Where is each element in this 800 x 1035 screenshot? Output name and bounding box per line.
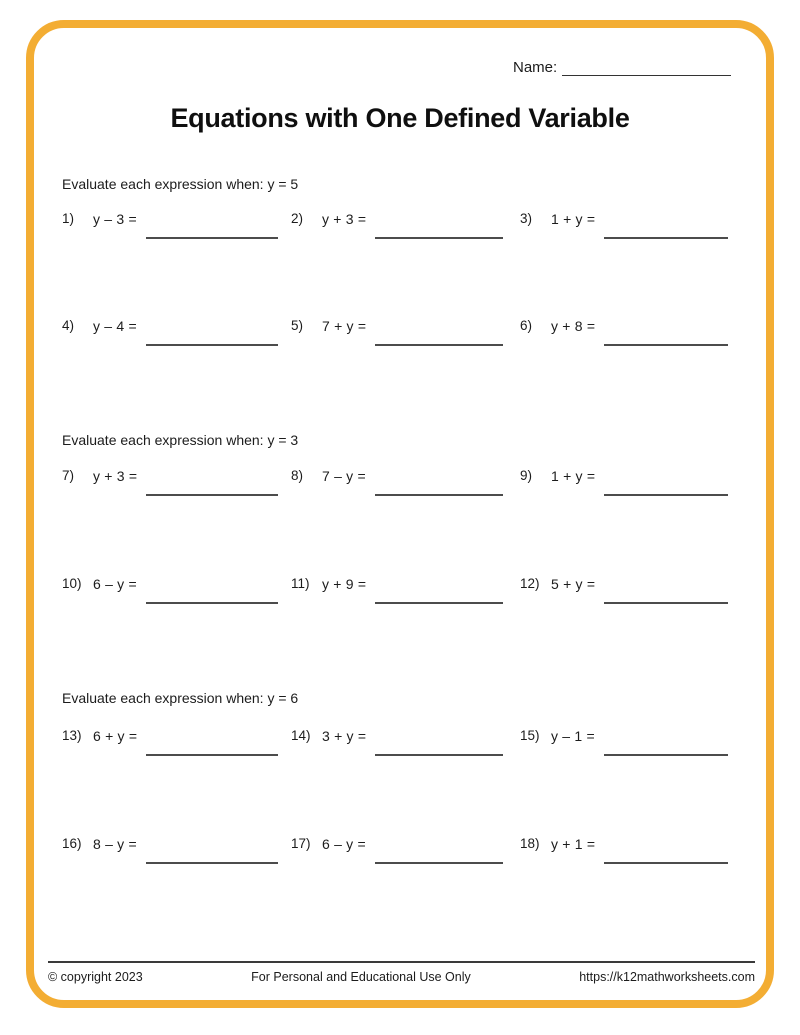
problem-row <box>0 318 800 348</box>
problem <box>62 576 278 606</box>
problem-row <box>0 211 800 241</box>
footer-divider <box>48 961 755 963</box>
problem-expression: y – 4 = <box>93 318 137 334</box>
problem-number: 2) <box>291 211 304 226</box>
problem-expression: 1 + y = <box>551 211 596 227</box>
problem-expression: 3 + y = <box>322 728 367 744</box>
problem <box>62 318 278 348</box>
problem-number: 10) <box>62 576 82 591</box>
answer-blank <box>146 754 278 756</box>
section-instruction: Evaluate each expression when: y = 6 <box>62 690 299 706</box>
answer-blank <box>604 344 728 346</box>
problem-number: 8) <box>291 468 304 483</box>
problem-row <box>0 728 800 758</box>
problem <box>520 836 728 866</box>
footer-url: https://k12mathworksheets.com <box>579 970 755 984</box>
problem <box>62 468 278 498</box>
name-blank-line <box>562 60 731 76</box>
problem-number: 1) <box>62 211 75 226</box>
answer-blank <box>146 237 278 239</box>
answer-blank <box>146 862 278 864</box>
page-title: Equations with One Defined Variable <box>170 103 630 133</box>
name-field <box>513 59 731 76</box>
problem-number: 14) <box>291 728 311 743</box>
answer-blank <box>604 494 728 496</box>
problem-expression: 7 – y = <box>322 468 366 484</box>
answer-blank <box>604 862 728 864</box>
problem-number: 11) <box>291 576 310 591</box>
problem-number: 3) <box>520 211 533 226</box>
section-instruction: Evaluate each expression when: y = 3 <box>62 432 299 448</box>
problem-expression: 6 + y = <box>93 728 138 744</box>
problem-number: 17) <box>291 836 311 851</box>
answer-blank <box>375 344 503 346</box>
problem-number: 9) <box>520 468 533 483</box>
problem-number: 7) <box>62 468 75 483</box>
section-instruction: Evaluate each expression when: y = 5 <box>62 176 299 192</box>
problem-number: 5) <box>291 318 304 333</box>
problem-expression: y + 3 = <box>93 468 138 484</box>
footer <box>48 970 755 984</box>
problem <box>520 576 728 606</box>
problem-row <box>0 836 800 866</box>
answer-blank <box>375 862 503 864</box>
answer-blank <box>604 754 728 756</box>
problem-expression: y – 1 = <box>551 728 595 744</box>
answer-blank <box>146 494 278 496</box>
problem <box>520 468 728 498</box>
problem-number: 18) <box>520 836 540 851</box>
problem <box>291 728 503 758</box>
answer-blank <box>375 494 503 496</box>
problem <box>291 836 503 866</box>
problem <box>291 576 503 606</box>
problem <box>520 318 728 348</box>
answer-blank <box>146 344 278 346</box>
answer-blank <box>375 237 503 239</box>
problem-expression: y + 9 = <box>322 576 367 592</box>
problem <box>520 728 728 758</box>
problem-row <box>0 468 800 498</box>
problem-expression: 1 + y = <box>551 468 596 484</box>
answer-blank <box>375 602 503 604</box>
problem <box>520 211 728 241</box>
problem-number: 12) <box>520 576 540 591</box>
problem-expression: 5 + y = <box>551 576 596 592</box>
problem <box>62 836 278 866</box>
problem-expression: 6 – y = <box>93 576 137 592</box>
footer-copyright: © copyright 2023 <box>48 970 143 984</box>
problem-expression: y + 1 = <box>551 836 596 852</box>
problem-expression: 8 – y = <box>93 836 137 852</box>
answer-blank <box>604 237 728 239</box>
problem-number: 4) <box>62 318 75 333</box>
problem <box>291 318 503 348</box>
problem-row <box>0 576 800 606</box>
problem-expression: y + 3 = <box>322 211 367 227</box>
problem-expression: y – 3 = <box>93 211 137 227</box>
problem <box>291 468 503 498</box>
problem-number: 16) <box>62 836 82 851</box>
problem-expression: 6 – y = <box>322 836 366 852</box>
answer-blank <box>146 602 278 604</box>
problem-number: 13) <box>62 728 82 743</box>
problem-expression: 7 + y = <box>322 318 367 334</box>
problem <box>62 728 278 758</box>
answer-blank <box>604 602 728 604</box>
problem-number: 6) <box>520 318 533 333</box>
footer-usage: For Personal and Educational Use Only <box>251 970 471 984</box>
problem-number: 15) <box>520 728 540 743</box>
name-label: Name: <box>513 59 558 76</box>
problem <box>62 211 278 241</box>
problem <box>291 211 503 241</box>
answer-blank <box>375 754 503 756</box>
problem-expression: y + 8 = <box>551 318 596 334</box>
